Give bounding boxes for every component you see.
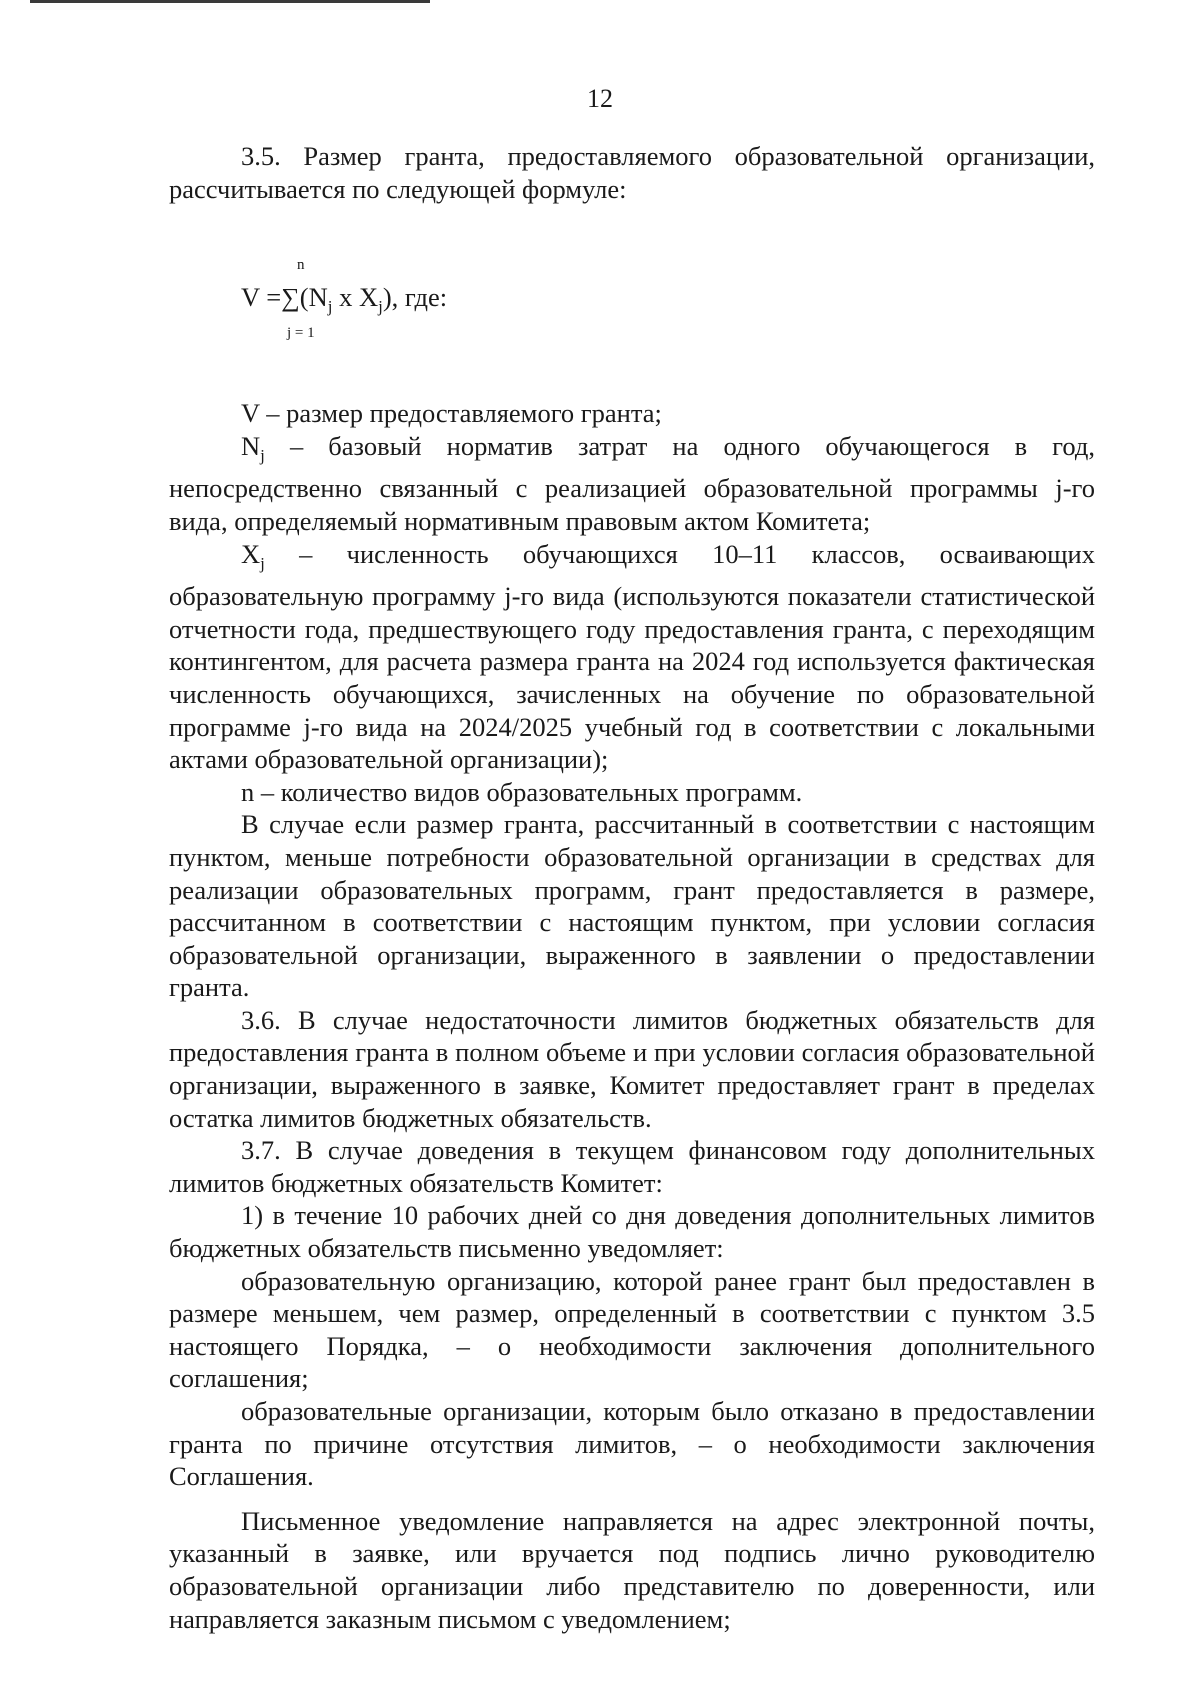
formula-upper-limit: n — [297, 257, 305, 274]
formula-main — [241, 281, 447, 324]
paragraph-3-7-item-1-b: образовательные организации, которым было отказано в предоставлении гранта по причине отсутствия лимитов, – о необходимости заключения Соглашения. — [169, 1396, 1095, 1492]
definition-n — [169, 430, 1095, 538]
definition-v: V – размер предоставляемого гранта; — [241, 398, 662, 429]
formula-lower-limit: j = 1 — [287, 325, 315, 342]
formula-index-x: j — [378, 297, 383, 317]
formula-expr-close: ), где: — [382, 282, 448, 313]
formula-expr-mid: x X — [332, 282, 379, 313]
paragraph-3-7-item-1-a: образовательную организацию, которой ранее грант был предоставлен в размере меньшем, чем размер, определенный в соответствии с пунктом 3.5 настоящего Порядка, – о необходимости заключения дополнительного соглашения; — [169, 1265, 1095, 1394]
paragraph-notice: Письменное уведомление направляется на адрес электронной почты, указанный в заявке, или вручается под подпись лично руководителю образовательной организации либо представителю по доверенности, или направляется заказным письмом с уведомлением; — [169, 1505, 1095, 1634]
page-number: 12 — [587, 84, 613, 113]
definition-n-text: – базовый норматив затрат на одного обучающегося в год, непосредственно связанный с реализацией образовательной программы j-го вида, определяемый нормативным правовым актом Комитета; — [169, 430, 1095, 536]
definition-x — [169, 538, 1095, 776]
document-body — [169, 140, 1095, 1635]
paragraph-3-7: 3.7. В случае доведения в текущем финансовом году дополнительных лимитов бюджетных обязательств Комитет: — [169, 1135, 1095, 1198]
paragraph-3-7-item-1: 1) в течение 10 рабочих дней со дня доведения дополнительных лимитов бюджетных обязательств письменно уведомляет: — [169, 1200, 1095, 1264]
definition-x-symbol: X — [241, 538, 261, 569]
paragraph-3-5-case: В случае если размер гранта, рассчитанный в соответствии с настоящим пунктом, меньше потребности образовательной организации в средствах для реализации образовательных программ, грант предоставляется в размере, рассчитанном в соответствии с настоящим пунктом, при условии согласия образовательной организации, выраженного в заявлении о предоставлении гранта. — [169, 809, 1095, 1003]
formula-index-n: j — [327, 297, 333, 317]
formula-lhs: V = — [241, 282, 282, 313]
definition-n-symbol: N — [241, 430, 261, 461]
paragraph-3-5-intro: 3.5. Размер гранта, предоставляемого образовательной организации, рассчитывается по следующей формуле: — [169, 141, 1095, 204]
sum-symbol: ∑ — [281, 283, 300, 313]
grant-formula — [241, 245, 1095, 342]
definition-count: n – количество видов образовательных программ. — [241, 776, 803, 807]
formula-expr-open: (N — [299, 282, 328, 313]
definition-n-index: j — [260, 445, 265, 465]
paragraph-3-6: 3.6. В случае недостаточности лимитов бюджетных обязательств для предоставления гранта в полном объеме и при условии согласия образовательной организации, выраженного в заявке, Комитет предоставляет грант в пределах остатка лимитов бюджетных обязательств. — [169, 1004, 1095, 1133]
definition-x-index: j — [260, 553, 265, 573]
scan-top-rule — [30, 0, 430, 3]
definition-x-text: – численность обучающихся 10–11 классов, осваивающих образовательную программу j-го вида (используются показатели статистической отчетности года, предшествующего году предоставления гранта, с переходящим контингентом, для расчета размера гранта на 2024 год используется фактическая численность обучающихся, зачисленных на обучение по образовательной программе j-го вида на 2024/2025 учебный год в соответствии с локальными актами образовательной организации); — [169, 538, 1095, 775]
